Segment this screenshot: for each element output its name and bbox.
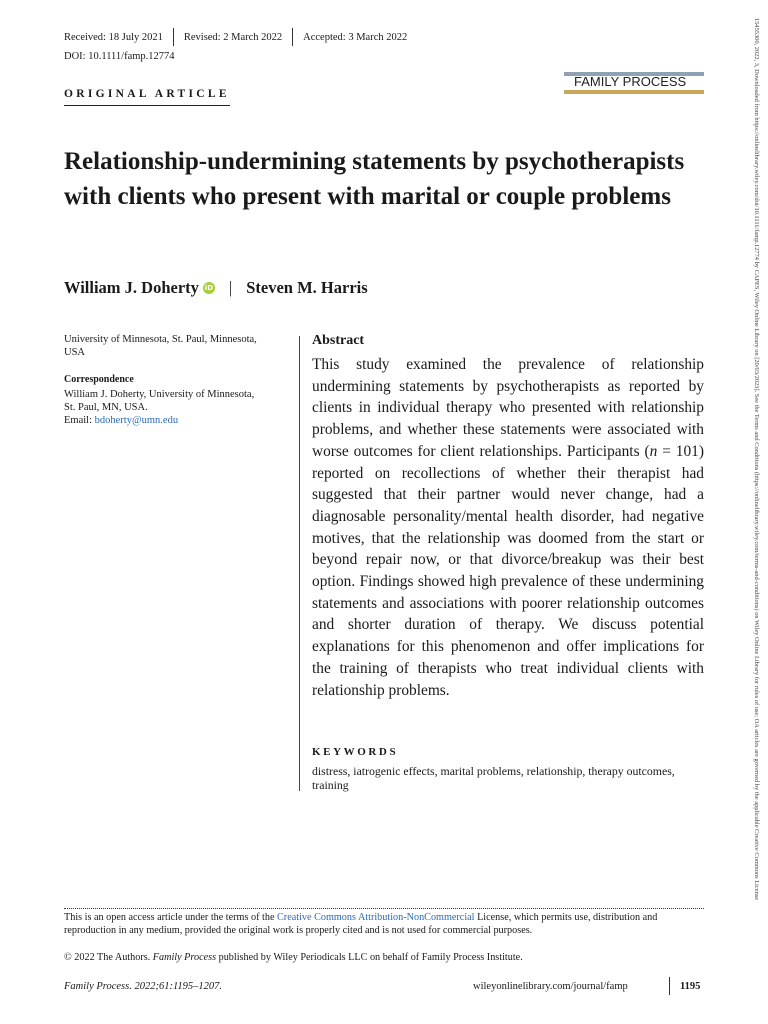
abstract-part-2: = 101) reported on recollections of whether their therapist had suggested that their partner would never change, had a diagnosable personality/mental health disorder, had negative motives, that the relationship was doomed from the start or beyond repair now, or that divorce/breakup was their best option. Findings showed high prevalence of these undermining statements and associations with poorer relationship outcomes and shorter duration of therapy. We discuss potential explanations for this phenomenon and offer implications for the training of therapists who treat individual clients with relationship problems. [312,442,704,699]
author-list [64,278,368,298]
email-link[interactable]: bdoherty@umn.edu [94,415,179,426]
page-divider [669,977,670,995]
author-harris[interactable]: Steven M. Harris [246,278,368,297]
copyright-pre: © 2022 The Authors. [64,952,153,963]
license-link[interactable]: Creative Commons Attribution-NonCommercial [277,912,475,923]
article-type-label: ORIGINAL ARTICLE [64,88,230,106]
abstract-rule [299,336,300,791]
license-text-post: License, which permits use, distribution and reproduction in any medium, provided the original work is properly cited and is not used for commercial purposes. [64,912,658,936]
correspondence-text: William J. Doherty, University of Minnesota, St. Paul, MN, USA. [64,389,255,413]
article-dates [64,27,407,47]
keywords-list: distress, iatrogenic effects, marital problems, relationship, therapy outcomes, training [312,764,675,792]
copyright-note [64,951,704,964]
author-doherty[interactable]: William J. Doherty [64,278,199,297]
date-divider [173,28,174,46]
orcid-icon[interactable]: iD [204,284,214,292]
copyright-post: published by Wiley Periodicals LLC on behalf of Family Process Institute. [216,952,523,963]
journal-logo [564,72,704,98]
affiliation: University of Minnesota, St. Paul, Minnesota, USA [64,334,257,358]
page-number: 1195 [680,981,701,992]
doi[interactable]: DOI: 10.1111/famp.12774 [64,51,175,62]
keywords-heading: KEYWORDS [312,746,399,758]
abstract-text [312,354,704,701]
date-divider [292,28,293,46]
revised-date: Revised: 2 March 2022 [183,31,283,43]
email-label: Email: [64,415,95,426]
accepted-date: Accepted: 3 March 2022 [303,31,408,43]
citation-line: Family Process. 2022;61:1195–1207. [64,981,223,992]
license-text-pre: This is an open access article under the terms of the [64,912,278,923]
footnote-divider [64,908,704,909]
license-note [64,911,704,937]
journal-logo-text: FAMILY PROCESS [574,74,687,89]
journal-website[interactable]: wileyonlinelibrary.com/journal/famp [473,981,628,992]
author-separator: | [228,278,233,297]
logo-bar-bottom [564,90,704,94]
correspondence [64,388,264,427]
correspondence-heading: Correspondence [64,374,134,385]
copyright-journal: Family Process [152,952,217,963]
sample-size-symbol: n [649,442,658,460]
article-title: Relationship-undermining statements by psychotherapists with clients who present with marital or couple problems [64,148,685,210]
received-date: Received: 18 July 2021 [64,31,163,43]
abstract-heading: Abstract [312,333,365,348]
download-side-stamp: 15455300, 2022, 3, Downloaded from https://onlinelibrary.wiley.com/doi/10.1111/famp.12774 by CAPES, Wiley Online Library on [20/03/2023]. See the Terms and Conditions (https://onlinelibrary.wiley.com/terms-and-conditions) on Wiley Online Library for rules of use; OA articles are governed by the applicable Creative Commons License [753,18,760,901]
abstract-part-1: This study examined the prevalence of relationship undermining statements by psychotherapists as reported by clients in individual therapy who presented with relationship problems, and whether these statements were associated with worse outcomes for client relationships. Participants ( [312,356,704,460]
